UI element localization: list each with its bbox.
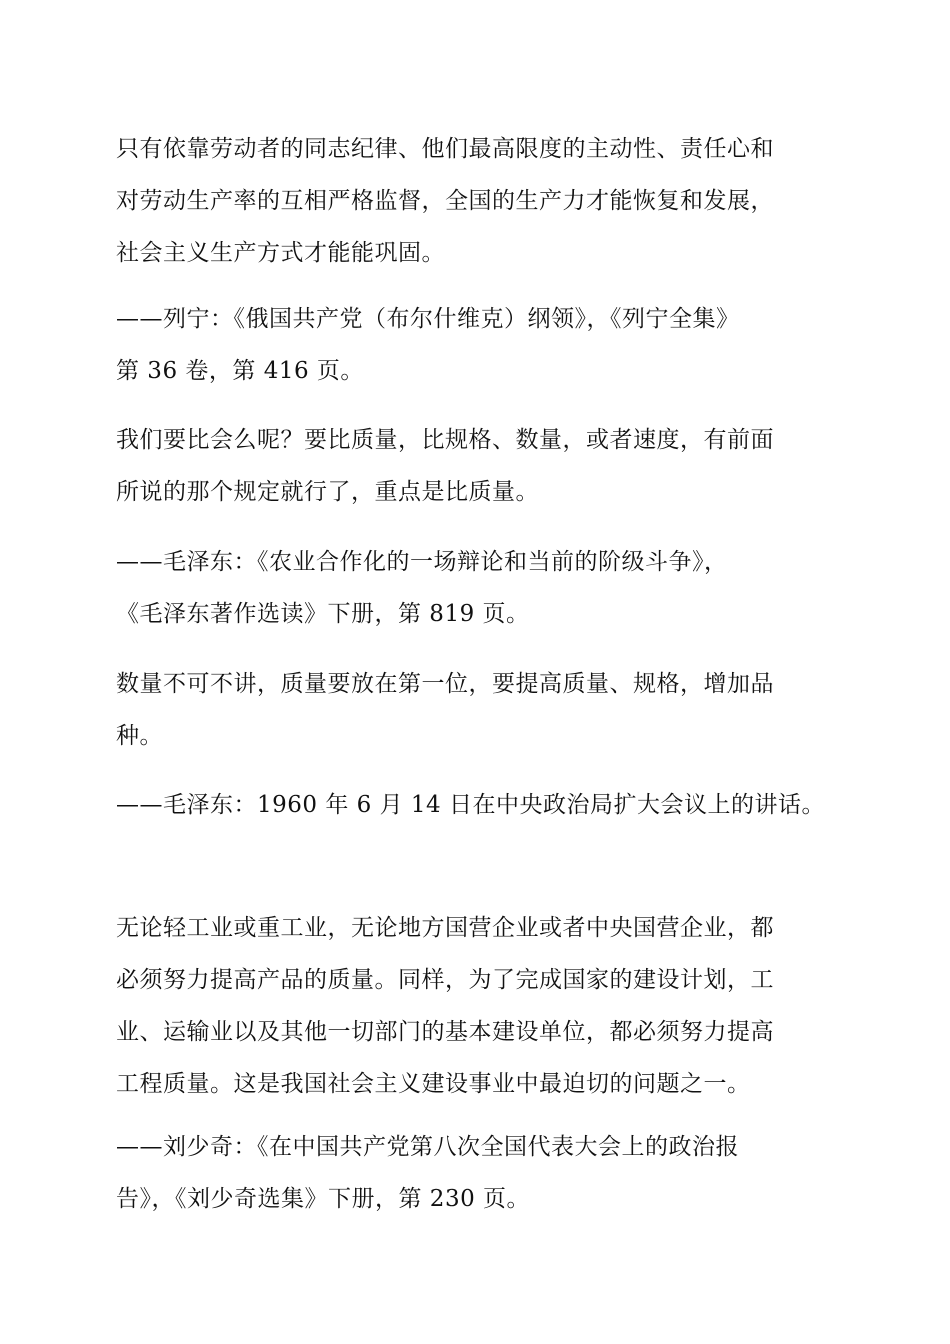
text-line: 必须努力提高产品的质量。同样，为了完成国家的建设计划，工 [116,967,774,993]
citation-liu [116,1121,832,1225]
quote-paragraph-liu [116,902,832,1110]
text-line: 只有依靠劳动者的同志纪律、他们最高限度的主动性、责任心和 [116,136,774,162]
quote-paragraph-lenin [116,123,832,279]
text-line: 无论轻工业或重工业，无论地方国营企业或者中央国营企业，都 [116,915,774,941]
text-line: ——刘少奇：《在中国共产党第八次全国代表大会上的政治报 [116,1134,739,1160]
text-line: 《毛泽东著作选读》下册，第 819 页。 [116,601,530,627]
text-line: 所说的那个规定就行了，重点是比质量。 [116,479,539,505]
text-line: 告》，《刘少奇选集》下册，第 230 页。 [116,1186,531,1212]
text-line: ——毛泽东：《农业合作化的一场辩论和当前的阶级斗争》， [116,549,728,575]
text-line: 种。 [116,723,163,749]
text-line: 第 36 卷，第 416 页。 [116,358,364,384]
text-line: 工程质量。这是我国社会主义建设事业中最迫切的问题之一。 [116,1071,751,1097]
text-line: ——毛泽东：1960 年 6 月 14 日在中央政治局扩大会议上的讲话。 [116,792,825,818]
text-line: 数量不可不讲，质量要放在第一位，要提高质量、规格，增加品 [116,671,774,697]
citation-mao-2 [116,779,832,831]
quote-paragraph-mao-1 [116,414,832,518]
text-line: 社会主义生产方式才能能巩固。 [116,240,445,266]
text-line: 对劳动生产率的互相严格监督，全国的生产力才能恢复和发展， [116,188,774,214]
text-line: 我们要比会么呢？要比质量，比规格、数量，或者速度，有前面 [116,427,774,453]
quote-paragraph-mao-2 [116,658,832,762]
citation-mao-1 [116,536,832,640]
text-line: ——列宁：《俄国共产党（布尔什维克）纲领》，《列宁全集》 [116,306,740,332]
text-line: 业、运输业以及其他一切部门的基本建设单位，都必须努力提高 [116,1019,774,1045]
citation-lenin [116,293,832,397]
